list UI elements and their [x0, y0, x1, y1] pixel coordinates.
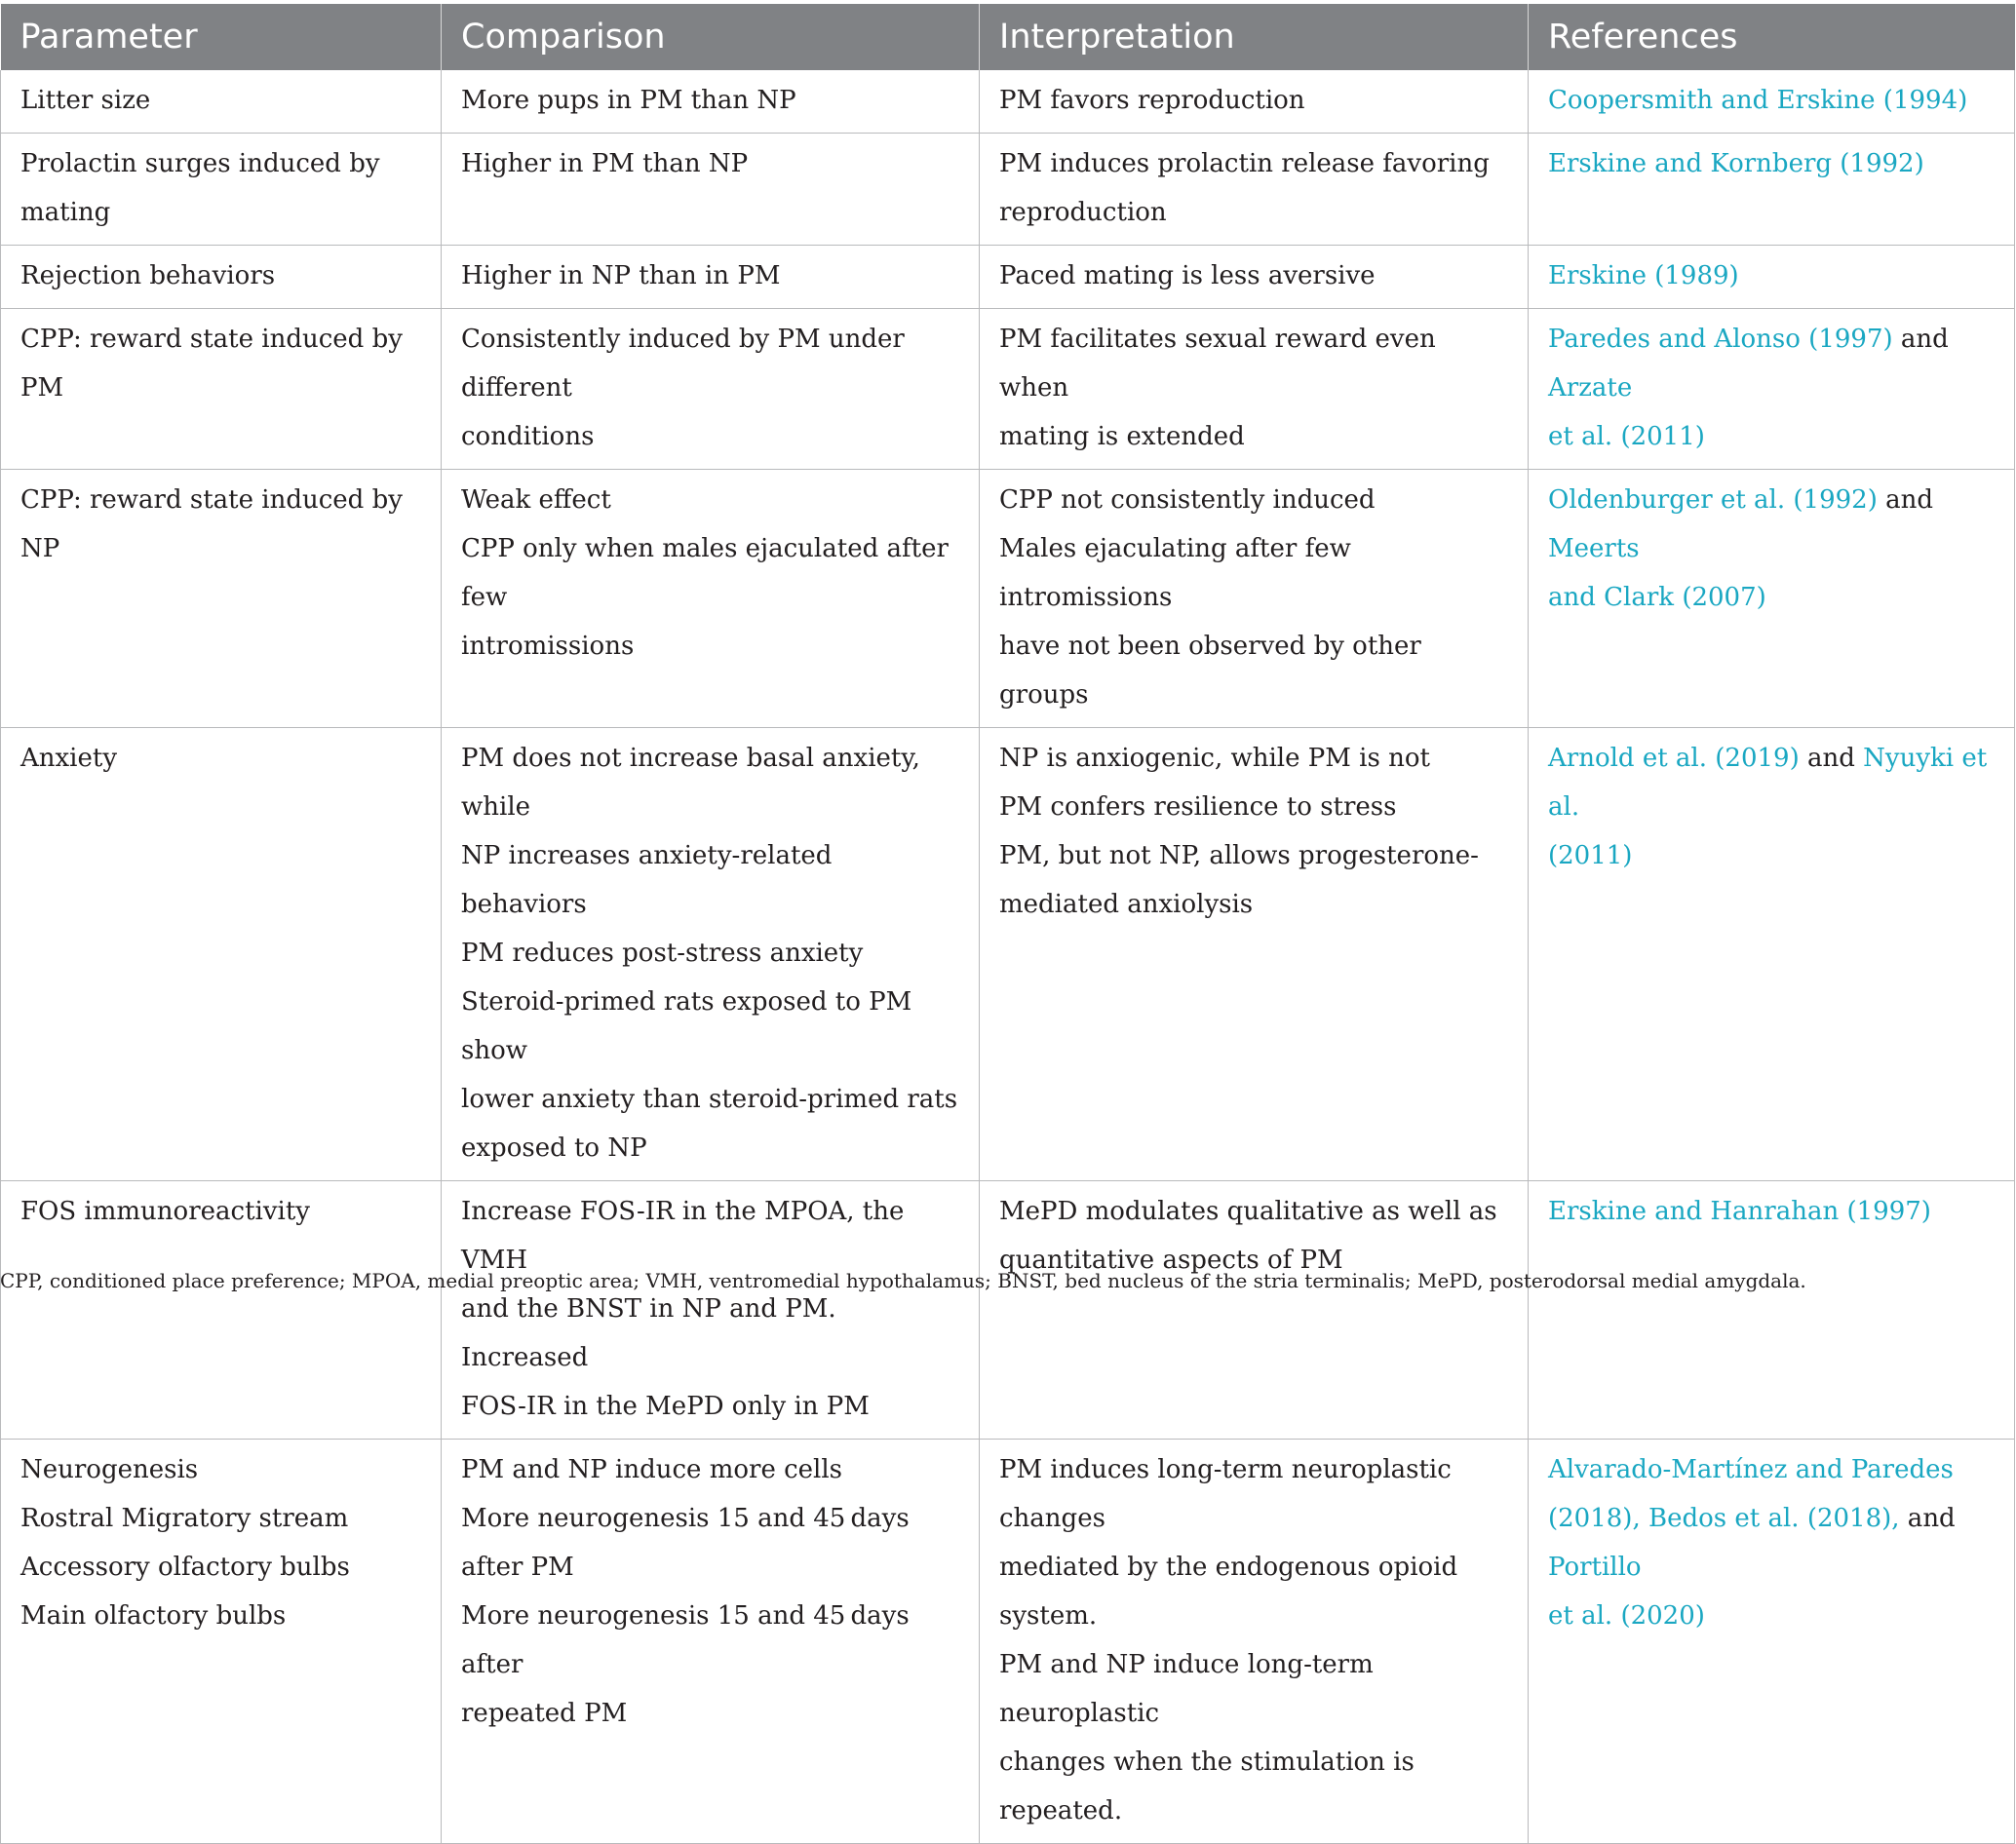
table-header-row [1, 4, 2015, 70]
interpretation-line: Males ejaculating after few intromissions [999, 534, 1351, 612]
parameter-cell [1, 470, 442, 728]
interpretation-line: Paced mating is less aversive [999, 261, 1376, 290]
references-cell [1529, 470, 2015, 728]
references-cell [1529, 70, 2015, 134]
interpretation-cell [980, 70, 1529, 134]
reference-connector: and [1799, 744, 1864, 773]
reference-link[interactable]: Erskine (1989) [1548, 261, 1739, 290]
interpretation-line: PM, but not NP, allows progesterone- [999, 841, 1479, 870]
parameter-line: Neurogenesis [20, 1455, 199, 1484]
parameter-cell [1, 246, 442, 309]
reference-link[interactable]: Arnold et al. (2019) [1548, 744, 1800, 773]
reference-line [1548, 573, 1995, 622]
interpretation-cell [980, 246, 1529, 309]
parameter-cell [1, 134, 442, 246]
column-header-interpretation: Interpretation [980, 4, 1529, 70]
comparison-line: conditions [461, 422, 595, 451]
reference-connector: and [1877, 485, 1934, 515]
parameter-line: CPP: reward state induced by NP [20, 485, 403, 563]
table-row [1, 1181, 2015, 1440]
reference-line [1548, 734, 1995, 831]
interpretation-cell [980, 728, 1529, 1181]
parameter-cell [1, 1181, 442, 1440]
comparison-line: CPP only when males ejaculated after few [461, 534, 949, 612]
comparison-line: More pups in PM than NP [461, 86, 796, 115]
comparison-cell [442, 728, 980, 1181]
reference-line [1548, 76, 1995, 125]
comparison-line: Increase FOS-IR in the MPOA, the VMH [461, 1197, 905, 1275]
comparison-line: PM and NP induce more cells [461, 1455, 843, 1484]
interpretation-cell [980, 309, 1529, 470]
reference-link[interactable]: and Clark (2007) [1548, 583, 1766, 612]
comparison-line: and the BNST in NP and PM. Increased [461, 1294, 836, 1372]
comparison-cell [442, 134, 980, 246]
interpretation-cell [980, 134, 1529, 246]
interpretation-line: reproduction [999, 198, 1167, 227]
parameter-line: Rejection behaviors [20, 261, 276, 290]
interpretation-line: PM induces long-term neuroplastic changes [999, 1455, 1452, 1533]
comparison-cell [442, 1440, 980, 1844]
reference-link[interactable]: Paredes and Alonso (1997) [1548, 325, 1893, 354]
reference-link[interactable]: Nyuyki et al. [1548, 744, 1988, 822]
reference-link[interactable]: Erskine and Hanrahan (1997) [1548, 1197, 1931, 1226]
reference-line [1548, 412, 1995, 461]
reference-line [1548, 1187, 1995, 1236]
reference-line [1548, 1494, 1995, 1592]
table-row [1, 70, 2015, 134]
parameter-line: FOS immunoreactivity [20, 1197, 310, 1226]
reference-line [1548, 139, 1995, 188]
comparison-line: intromissions [461, 632, 635, 661]
comparison-line: Higher in PM than NP [461, 149, 749, 178]
parameter-cell [1, 70, 442, 134]
comparison-cell [442, 246, 980, 309]
parameter-line: Main olfactory bulbs [20, 1601, 287, 1631]
reference-link[interactable]: Meerts [1548, 534, 1640, 563]
reference-link[interactable]: (2011) [1548, 841, 1633, 870]
table-row [1, 309, 2015, 470]
reference-connector: and [1899, 1504, 1956, 1533]
table-row [1, 246, 2015, 309]
parameter-line: Anxiety [20, 744, 118, 773]
comparison-cell [442, 1181, 980, 1440]
interpretation-line: NP is anxiogenic, while PM is not [999, 744, 1430, 773]
table-row [1, 728, 2015, 1181]
reference-line [1548, 251, 1995, 300]
reference-connector: and [1892, 325, 1949, 354]
interpretation-line: changes when the stimulation is repeated. [999, 1748, 1415, 1825]
references-cell [1529, 728, 2015, 1181]
comparison-line: Consistently induced by PM under different [461, 325, 905, 403]
reference-link[interactable]: Coopersmith and Erskine (1994) [1548, 86, 1968, 115]
comparison-line: Higher in NP than in PM [461, 261, 781, 290]
comparison-line: repeated PM [461, 1699, 628, 1728]
table-row [1, 470, 2015, 728]
interpretation-line: PM confers resilience to stress [999, 792, 1397, 822]
column-header-comparison: Comparison [442, 4, 980, 70]
reference-link[interactable]: Alvarado-Martínez and Paredes [1548, 1455, 1954, 1484]
interpretation-line: PM induces prolactin release favoring [999, 149, 1490, 178]
references-cell [1529, 134, 2015, 246]
data-table-container [0, 4, 2014, 1844]
parameter-line: CPP: reward state induced by PM [20, 325, 403, 403]
reference-line [1548, 1592, 1995, 1640]
table-body [1, 70, 2015, 1844]
comparison-line: Steroid-primed rats exposed to PM show [461, 987, 912, 1065]
reference-link[interactable]: Portillo [1548, 1553, 1642, 1582]
interpretation-line: have not been observed by other groups [999, 632, 1421, 710]
interpretation-line: PM and NP induce long-term neuroplastic [999, 1650, 1374, 1728]
parameter-line: Rostral Migratory stream [20, 1504, 349, 1533]
parameter-cell [1, 728, 442, 1181]
interpretation-line: quantitative aspects of PM [999, 1246, 1343, 1275]
interpretation-line: CPP not consistently induced [999, 485, 1376, 515]
reference-line [1548, 476, 1995, 573]
parameter-line: Prolactin surges induced by mating [20, 149, 380, 227]
interpretation-cell [980, 1440, 1529, 1844]
reference-line [1548, 1445, 1995, 1494]
references-cell [1529, 1181, 2015, 1440]
comparison-line: NP increases anxiety-related behaviors [461, 841, 833, 919]
comparison-line: lower anxiety than steroid-primed rats [461, 1085, 958, 1114]
table-row [1, 1440, 2015, 1844]
comparison-line: FOS-IR in the MePD only in PM [461, 1392, 870, 1421]
reference-link[interactable]: Arzate [1548, 373, 1633, 403]
comparison-line: More neurogenesis 15 and 45 days after PM [461, 1504, 910, 1582]
interpretation-line: mediated anxiolysis [999, 890, 1254, 919]
comparison-line: Weak effect [461, 485, 611, 515]
reference-link[interactable]: et al. (2020) [1548, 1601, 1705, 1631]
reference-link[interactable]: Oldenburger et al. (1992) [1548, 485, 1878, 515]
reference-line [1548, 831, 1995, 880]
reference-link[interactable]: et al. (2011) [1548, 422, 1705, 451]
interpretation-cell [980, 470, 1529, 728]
references-cell [1529, 246, 2015, 309]
parameter-line: Litter size [20, 86, 151, 115]
column-header-references: References [1529, 4, 2015, 70]
column-header-parameter: Parameter [1, 4, 442, 70]
reference-link[interactable]: (2018), Bedos et al. (2018), [1548, 1504, 1900, 1533]
reference-link[interactable]: Erskine and Kornberg (1992) [1548, 149, 1924, 178]
parameter-cell [1, 309, 442, 470]
comparison-cell [442, 70, 980, 134]
comparison-cell [442, 470, 980, 728]
comparison-line: PM reduces post-stress anxiety [461, 939, 864, 968]
interpretation-line: MePD modulates qualitative as well as [999, 1197, 1497, 1226]
comparison-line: exposed to NP [461, 1133, 647, 1163]
interpretation-line: PM favors reproduction [999, 86, 1305, 115]
interpretation-cell [980, 1181, 1529, 1440]
comparison-cell [442, 309, 980, 470]
reference-line [1548, 315, 1995, 412]
data-table [0, 4, 2015, 1844]
interpretation-line: mediated by the endogenous opioid system. [999, 1553, 1458, 1631]
parameter-cell [1, 1440, 442, 1844]
references-cell [1529, 1440, 2015, 1844]
parameter-line: Accessory olfactory bulbs [20, 1553, 350, 1582]
interpretation-line: mating is extended [999, 422, 1245, 451]
comparison-line: PM does not increase basal anxiety, while [461, 744, 920, 822]
references-cell [1529, 309, 2015, 470]
table-row [1, 134, 2015, 246]
interpretation-line: PM facilitates sexual reward even when [999, 325, 1436, 403]
table-footnote: CPP, conditioned place preference; MPOA, medial preoptic area; VMH, ventromedial hypothalamus; BNST, bed nucleus of the stria terminalis; MePD, posterodorsal medial amygdala. [0, 1269, 1806, 1292]
comparison-line: More neurogenesis 15 and 45 days after [461, 1601, 910, 1679]
